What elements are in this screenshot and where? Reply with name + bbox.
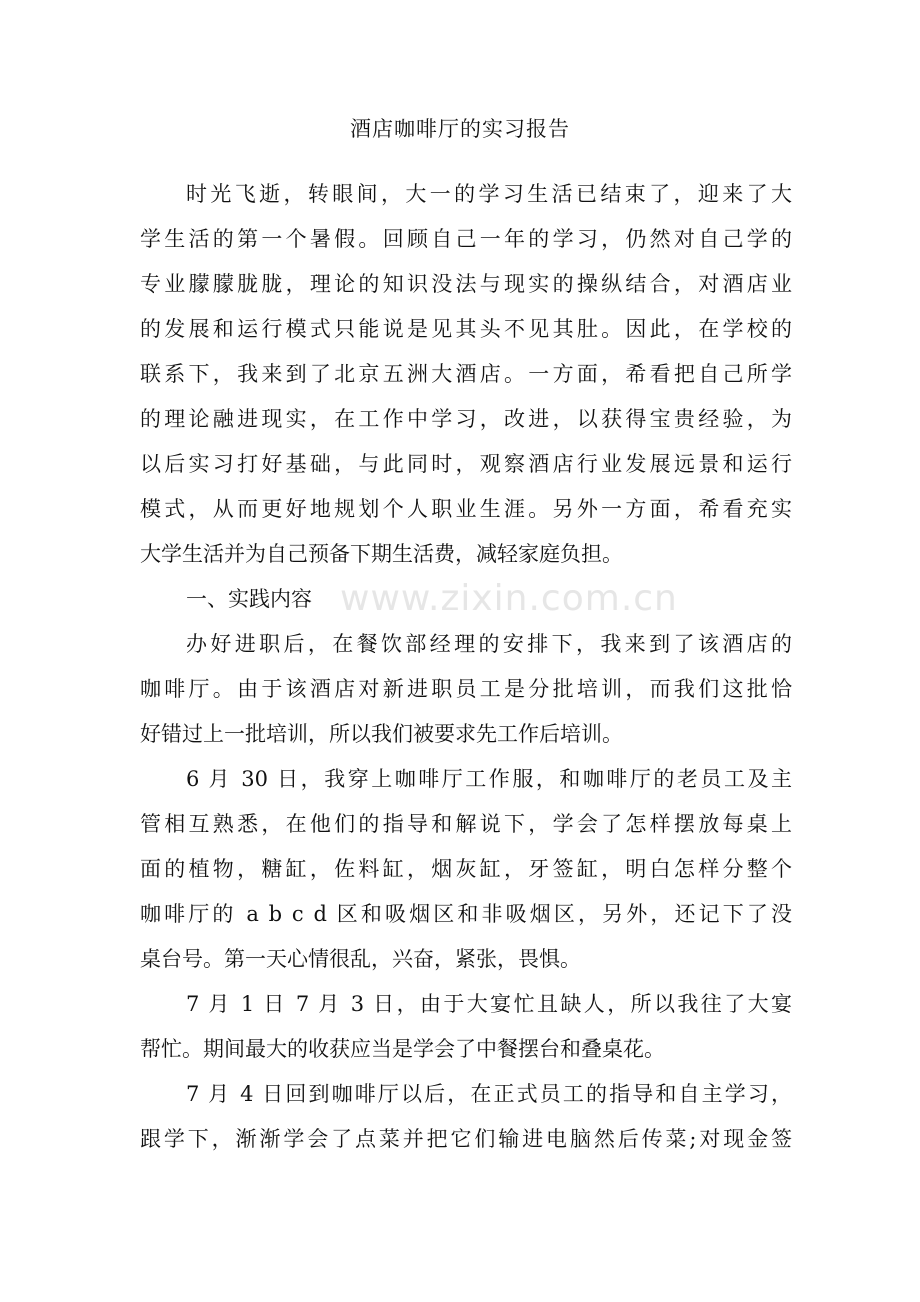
paragraph-line: 的理论融进现实，在工作中学习，改进，以获得宝贵经验，为 <box>140 407 792 431</box>
paragraph-line: 办好进职后，在餐饮部经理的安排下，我来到了该酒店的 <box>186 632 792 656</box>
paragraph-line: 大学生活并为自己预备下期生活费，减轻家庭负担。 <box>140 542 623 566</box>
paragraph-line: 面的植物，糖缸，佐料缸，烟灰缸，牙签缸，明白怎样分整个 <box>140 857 792 881</box>
section-heading: 一、实践内容 <box>186 587 312 611</box>
paragraph-line: 模式，从而更好地规划个人职业生涯。另外一方面，希看充实 <box>140 497 792 521</box>
paragraph-line: 以后实习打好基础，与此同时，观察酒店行业发展远景和运行 <box>140 452 792 476</box>
paragraph-line: 咖啡厅。由于该酒店对新进职员工是分批培训，而我们这批恰 <box>140 677 792 701</box>
watermark: www.zixin.com.cn <box>340 578 678 619</box>
paragraph-line: 时光飞逝，转眼间，大一的学习生活已结束了，迎来了大 <box>186 182 792 206</box>
paragraph-line: 帮忙。期间最大的收获应当是学会了中餐摆台和叠桌花。 <box>140 1037 665 1061</box>
document-title: 酒店咖啡厅的实习报告 <box>350 117 570 141</box>
paragraph-line: 6 月 30 日，我穿上咖啡厅工作服，和咖啡厅的老员工及主 <box>186 767 792 791</box>
paragraph-line: 咖啡厅的 a b c d 区和吸烟区和非吸烟区，另外，还记下了没 <box>140 902 792 926</box>
paragraph-line: 跟学下，渐渐学会了点菜并把它们输进电脑然后传菜;对现金签 <box>140 1127 792 1151</box>
paragraph-line: 联系下，我来到了北京五洲大酒店。一方面，希看把自己所学 <box>140 362 792 386</box>
paragraph-line: 的发展和运行模式只能说是见其头不见其肚。因此，在学校的 <box>140 317 792 341</box>
paragraph-line: 桌台号。第一天心情很乱，兴奋，紧张，畏惧。 <box>140 947 581 971</box>
paragraph-line: 专业朦朦胧胧，理论的知识没法与现实的操纵结合，对酒店业 <box>140 272 792 296</box>
paragraph-line: 好错过上一批培训，所以我们被要求先工作后培训。 <box>140 722 623 746</box>
paragraph-line: 管相互熟悉，在他们的指导和解说下，学会了怎样摆放每桌上 <box>140 812 792 836</box>
paragraph-line: 学生活的第一个暑假。回顾自己一年的学习，仍然对自己学的 <box>140 227 792 251</box>
paragraph-line: 7 月 1 日 7 月 3 日，由于大宴忙且缺人，所以我往了大宴 <box>186 992 792 1016</box>
paragraph-line: 7 月 4 日回到咖啡厅以后，在正式员工的指导和自主学习， <box>186 1082 792 1106</box>
